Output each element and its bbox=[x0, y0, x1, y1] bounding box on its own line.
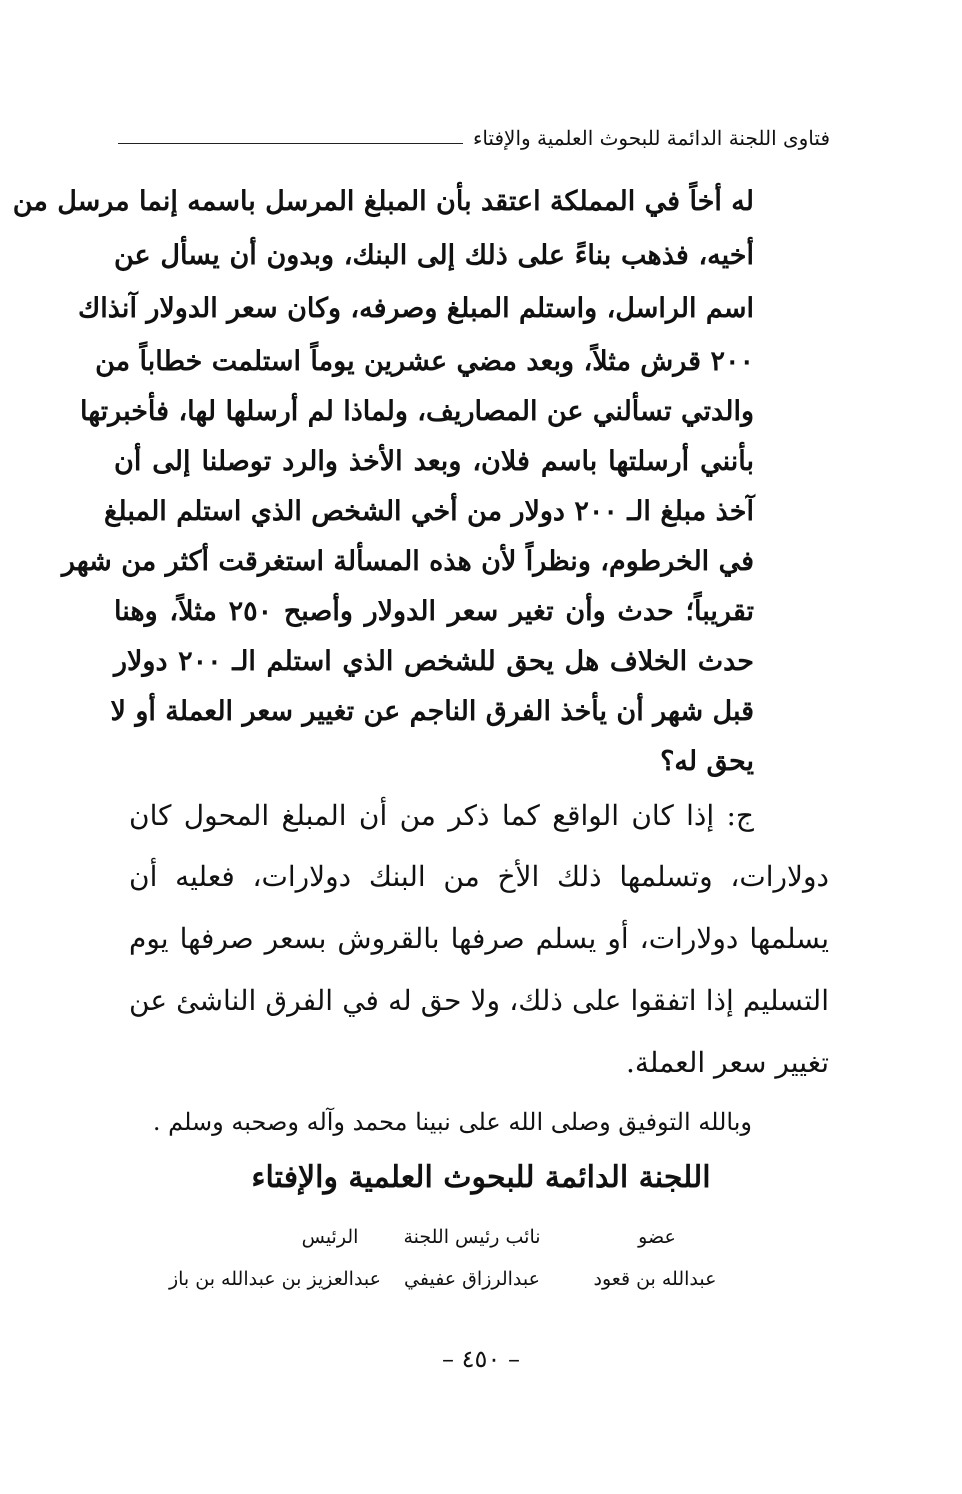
question-line: قبل شهر أن يأخذ الفرق الناجم عن تغيير سعر العملة أو لا bbox=[110, 696, 754, 727]
signatory-name: عبدالله بن قعود bbox=[593, 1268, 717, 1290]
signatory-role: نائب رئيس اللجنة bbox=[403, 1226, 541, 1248]
running-header bbox=[118, 114, 830, 150]
answer-line: يسلمها دولارات، أو يسلم صرفها بالقروش بسعر صرفها يوم bbox=[129, 922, 829, 955]
question-line: له أخاً في المملكة اعتقد بأن المبلغ المرسل باسمه إنما مرسل من bbox=[12, 186, 754, 217]
answer-line: ج: إذا كان الواقع كما ذكر من أن المبلغ المحول كان bbox=[129, 799, 754, 832]
page-number: – ٤٥٠ – bbox=[442, 1345, 520, 1373]
signatory-name: عبدالرزاق عفيفي bbox=[404, 1268, 540, 1290]
question-line: يحق له؟ bbox=[660, 746, 754, 777]
header-rule bbox=[118, 143, 463, 144]
answer-line: التسليم إذا اتفقوا على ذلك، ولا حق له في الفرق الناشئ عن bbox=[129, 984, 829, 1017]
answer-line: تغيير سعر العملة. bbox=[625, 1046, 829, 1079]
signatory-role: الرئيس bbox=[301, 1226, 359, 1248]
committee-title: اللجنة الدائمة للبحوث العلمية والإفتاء bbox=[251, 1160, 711, 1195]
question-line: بأنني أرسلتها باسم فلان، وبعد الأخذ والرد توصلنا إلى أن bbox=[114, 446, 754, 477]
closing-prayer: وبالله التوفيق وصلى الله على نبينا محمد وآله وصحبه وسلم . bbox=[152, 1108, 752, 1136]
answer-line: دولارات، وتسلمها ذلك الأخ من البنك دولارات، فعليه أن bbox=[129, 860, 829, 893]
question-line: ٢٠٠ قرش مثلاً، وبعد مضي عشرين يوماً استلمت خطاباً من bbox=[95, 346, 754, 377]
question-line: في الخرطوم، ونظراً لأن هذه المسألة استغرقت أكثر من شهر bbox=[61, 546, 754, 577]
signatory-role: عضو bbox=[638, 1226, 676, 1248]
question-line: حدث الخلاف هل يحق للشخص الذي استلم الـ ٢٠٠ دولار bbox=[114, 646, 754, 677]
signatory-name: عبدالعزيز بن عبدالله بن باز bbox=[168, 1268, 382, 1290]
header-title: فتاوى اللجنة الدائمة للبحوث العلمية والإفتاء bbox=[472, 126, 830, 150]
question-line: اسم الراسل، واستلم المبلغ وصرفه، وكان سعر الدولار آنذاك bbox=[78, 293, 754, 324]
question-line: أخيه، فذهب بناءً على ذلك إلى البنك، وبدون أن يسأل عن bbox=[114, 240, 754, 271]
question-line: آخذ مبلغ الـ ٢٠٠ دولار من أخي الشخص الذي استلم المبلغ bbox=[104, 496, 754, 527]
question-line: والدتي تسألني عن المصاريف، ولماذا لم أرسلها لها، فأخبرتها bbox=[80, 396, 754, 427]
question-line: تقريباً؛ حدث وأن تغير سعر الدولار وأصبح ٢٥٠ مثلاً، وهنا bbox=[114, 596, 754, 627]
